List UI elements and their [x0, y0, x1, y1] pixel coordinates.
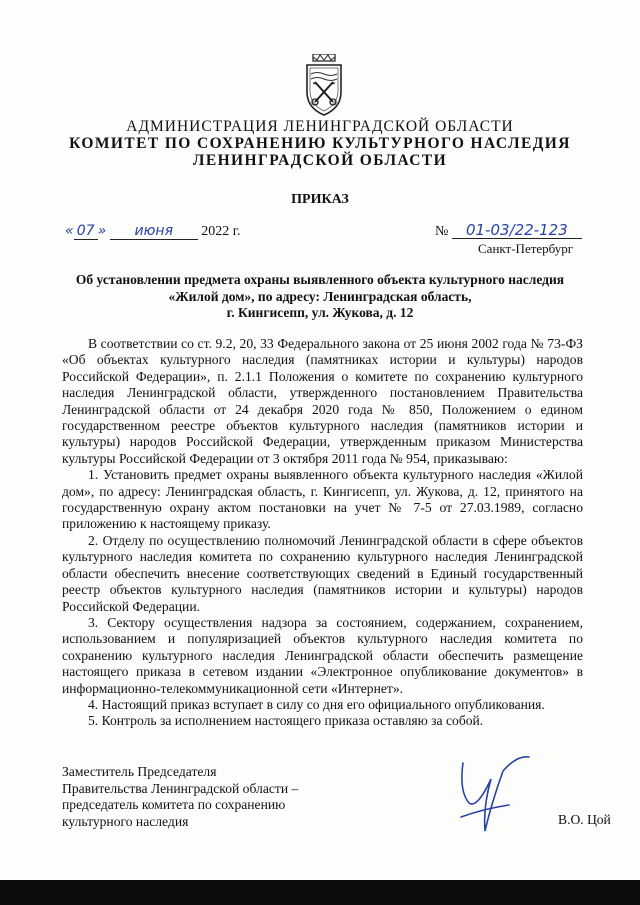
body-item-5: 5. Контроль за исполнением настоящего приказа оставляю за собой.: [88, 713, 484, 729]
body-intro: В соответствии со ст. 9.2, 20, 33 Федерального закона от 25 июня 2002 года № 73-ФЗ «Об объектах культурного наследия (памятниках истории и культуры) народов Российской Федерации», п. 2.1.1 Положения о комитете по сохранению культурного наследия Ленинградской области, утвержденного постановлением Правительства Ленинградской области от 24 декабря 2020 года № 850, Положением о едином государственном реестре объектов культурного наследия (памятников истории и культуры) народов Российской Федерации, утвержденным приказом Министерства культуры Российской Федерации от 3 октября 2011 года № 954, приказываю:: [62, 336, 583, 466]
signatory-line-3: председатель комитета по сохранению: [62, 797, 286, 813]
subject-line-2: «Жилой дом», по адресу: Ленинградская область,: [168, 288, 472, 304]
issue-place: Санкт-Петербург: [478, 241, 574, 256]
signatory-line-2: Правительства Ленинградской области –: [62, 780, 299, 796]
date-month: июня: [110, 224, 198, 240]
document-body: [62, 336, 583, 730]
subject-line-1: Об установлении предмета охраны выявленного объекта культурного наследия: [75, 272, 565, 287]
body-item-3: 3. Сектору осуществления надзора за состоянием, содержанием, сохранением, использованием и популяризацией объектов культурного наследия комитета по сохранению культурного наследия Ленинградской области обеспечить размещение настоящего приказа в сетевом издании «Электронное опубликование документов» в информационно-телекоммуникационной сети «Интернет».: [62, 614, 583, 696]
scan-bottom-edge: [0, 880, 640, 905]
signatory-name: В.О. Цой: [558, 812, 611, 827]
header-line-1: АДМИНИСТРАЦИЯ ЛЕНИНГРАДСКОЙ ОБЛАСТИ: [126, 118, 514, 135]
signatory-line-4: культурного наследия: [62, 813, 189, 829]
signatory-title: [62, 764, 298, 830]
date-open-quote: «: [65, 223, 74, 239]
number-value: 01-03/22-123: [452, 223, 582, 239]
document-type: ПРИКАЗ: [291, 192, 349, 207]
header-line-2: КОМИТЕТ ПО СОХРАНЕНИЮ КУЛЬТУРНОГО НАСЛЕДИЯ: [69, 135, 571, 152]
document-date: [65, 223, 240, 240]
body-item-4: 4. Настоящий приказ вступает в силу со дня его официального опубликования.: [88, 696, 545, 712]
date-day: 07: [74, 224, 98, 240]
header-line-3: ЛЕНИНГРАДСКОЙ ОБЛАСТИ: [192, 152, 448, 169]
date-year: 2022 г.: [201, 224, 241, 239]
date-close-quote: »: [97, 223, 107, 239]
document-number: [435, 223, 582, 240]
body-item-1: 1. Установить предмет охраны выявленного объекта культурного наследия «Жилой дом», по адресу: Ленинградская область, г. Кингисепп, ул. Жукова, д. 12, принятого на государственную охрану актом постановки на учет № 7-5 от 27.03.1989, согласно приложению к настоящему приказу.: [62, 467, 583, 532]
document-subject: [40, 272, 600, 322]
signature-icon: [425, 745, 540, 835]
body-item-2: 2. Отделу по осуществлению полномочий Ленинградской области в сфере объектов культурного наследия комитета по сохранению культурного наследия Ленинградской области обеспечить внесение соответствующих сведений в Единый государственный реестр объектов культурного наследия (памятников истории и культуры) народов Российской Федерации.: [62, 532, 583, 614]
subject-line-3: г. Кингисепп, ул. Жукова, д. 12: [226, 305, 414, 320]
signatory-line-1: Заместитель Председателя: [62, 764, 217, 779]
coat-of-arms-icon: [304, 54, 344, 116]
number-prefix: №: [435, 224, 449, 239]
